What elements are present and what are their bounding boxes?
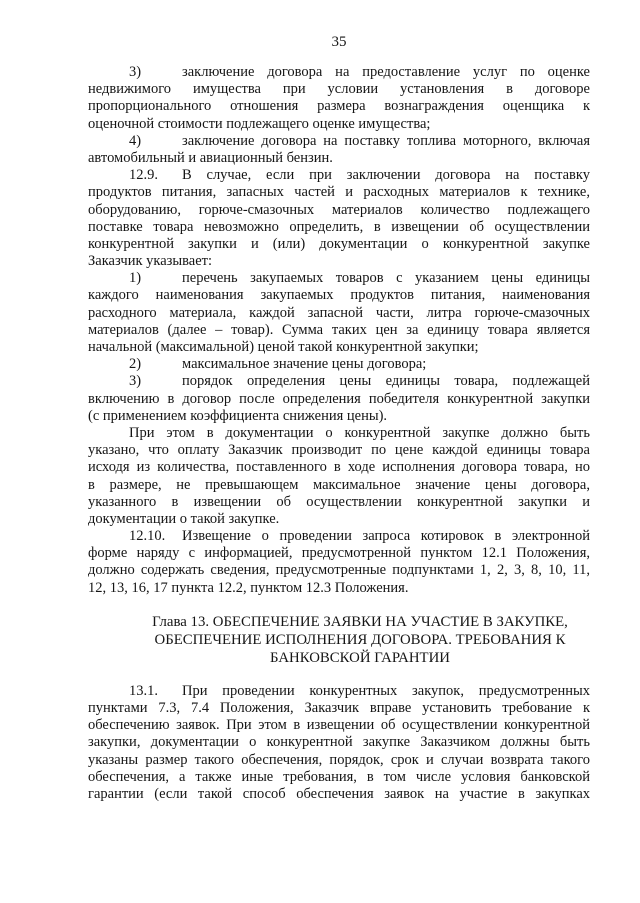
text-line: конкурентной закупки и (или) документации о конкурентной закупке [88,235,590,252]
paragraph [88,133,590,167]
item-number: 12.10. [129,528,166,545]
item-number: 2) [129,356,142,373]
text-line: указаны размер такого обеспечения, порядок, срок и случаи возврата такого [88,751,590,768]
text-line: перечень закупаемых товаров с указанием цены единицы [182,270,590,287]
chapter-heading-line: Глава 13. ОБЕСПЕЧЕНИЕ ЗАЯВКИ НА УЧАСТИЕ В ЗАКУПКЕ, [152,613,568,630]
paragraph-first-line [88,528,590,545]
text-line: максимальное значение цены договора; [182,356,427,373]
text-line: пунктами 7.3, 7.4 Положения, Заказчик вправе установить требование к [88,700,590,716]
text-line: документации о такой закупке. [88,510,280,527]
text-line: указанного в извещении об осуществлении конкурентной закупки и [88,493,590,510]
text-line: расходного материала, каждой запасной части, литра горюче-смазочных [88,304,590,321]
paragraph [88,270,590,356]
text-line: закупки, документации о конкурентной закупке Заказчиком должны быть [88,734,590,751]
text-line: указано, что оплату Заказчик производит по цене каждой единицы товара [88,442,590,459]
paragraph [88,373,590,425]
text-line: При этом в документации о конкурентной закупке должно быть [129,424,590,441]
text-line: исходя из количества, поставленного в ходе исполнения договора товара, но [88,459,590,476]
text-line: форме наряду с информацией, предусмотренной пунктом 12.1 Положения, [88,545,590,562]
paragraph-first-line [88,356,590,373]
item-number: 13.1. [129,682,158,699]
item-number: 12.9. [129,167,158,184]
text-line: недвижимого имущества при условии установления в договоре [88,81,590,98]
text-line: автомобильный и авиационный бензин. [88,149,333,166]
text-line: каждого наименования закупаемых продуктов питания, наименования [88,287,590,304]
text-line: 12, 13, 16, 17 пункта 12.2, пунктом 12.3 Положения. [88,579,409,596]
text-line: заключение договора на поставку топлива моторного, включая [182,132,590,149]
paragraph [88,167,590,270]
document-body [88,64,590,803]
paragraph-first-line [88,373,590,390]
text-line: должно содержать сведения, предусмотренные подпунктами 1, 2, 3, 8, 10, 11, [88,562,590,579]
paragraph [88,356,590,373]
paragraph-first-line [88,683,590,700]
text-line: Извещение о проведении запроса котировок в электронной [182,528,590,545]
text-line: начальной (максимальной) ценой такой конкурентной закупки; [88,339,479,355]
text-line: порядок определения цены единицы товара, подлежащей [182,373,590,390]
paragraph-first-line [88,167,590,184]
item-number: 3) [129,373,142,390]
chapter-13-paragraphs [88,683,590,803]
text-line: оценочной стоимости подлежащего оценке имущества; [88,115,431,132]
paragraph-first-line [88,270,590,287]
text-line: включению в договор после определения победителя конкурентной закупки [88,390,590,407]
text-line: В случае, если при заключении договора на поставку [182,167,590,184]
text-line: пропорционального отношения размера вознаграждения оценщика к [88,98,590,115]
text-line: (с применением коэффициента снижения цены). [88,407,388,424]
text-line: оборудованию, горюче-смазочных материалов количество подлежащего [88,201,590,218]
paragraph-first-line [88,425,590,442]
text-line: При проведении конкурентных закупок, предусмотренных [182,682,590,699]
paragraph [88,425,590,528]
text-line: обеспечению заявок. При этом в извещении об осуществлении конкурентной [88,717,590,734]
text-line: заключение договора на предоставление услуг по оценке [182,64,590,80]
text-line: гарантии (если такой способ обеспечения заявок на участие в закупках [88,785,590,802]
paragraph-first-line [88,133,590,150]
paragraph [88,64,590,133]
paragraph [88,528,590,597]
chapter-heading-line: БАНКОВСКОЙ ГАРАНТИИ [270,649,450,666]
chapter-heading-line: ОБЕСПЕЧЕНИЕ ИСПОЛНЕНИЯ ДОГОВОРА. ТРЕБОВАНИЯ К [154,631,566,648]
text-line: продуктов питания, запасных частей и расходных материалов к технике, [88,184,590,201]
text-line: в размере, не превышающем максимальное значение цены договора, [88,476,590,493]
section-12-paragraphs [88,64,590,597]
page-number: 35 [331,34,347,50]
text-line: материалов (далее – товар). Сумма таких цен за единицу товара является [88,321,590,338]
chapter-heading [88,613,590,667]
item-number: 3) [129,64,142,80]
paragraph [88,683,590,803]
paragraph-first-line [88,64,590,81]
text-line: обеспечения, а также иные требования, в том числе условия банковской [88,768,590,785]
item-number: 4) [129,132,142,149]
item-number: 1) [129,270,142,287]
text-line: Заказчик указывает: [88,253,212,270]
text-line: поставке товара невозможно определить, в извещении об осуществлении [88,218,590,235]
